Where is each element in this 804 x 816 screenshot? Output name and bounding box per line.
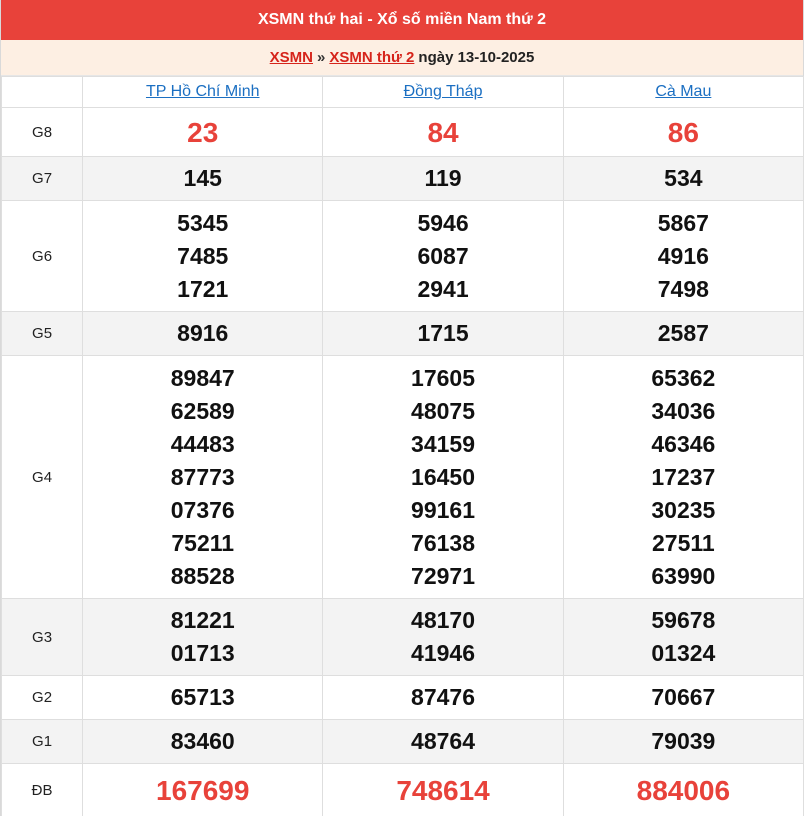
breadcrumb-separator: » bbox=[317, 49, 326, 66]
prize-number: 7485 bbox=[177, 242, 229, 269]
prize-number: 5867 bbox=[657, 209, 709, 236]
prize-number: 87773 bbox=[170, 463, 235, 490]
prize-number: 41946 bbox=[411, 640, 476, 666]
page-title: XSMN thứ hai - Xổ số miền Nam thứ 2 bbox=[1, 0, 803, 40]
prize-number: 6087 bbox=[417, 242, 469, 269]
prize-number: 46346 bbox=[651, 430, 716, 457]
prize-number: 34036 bbox=[651, 397, 716, 424]
prize-number: 84 bbox=[427, 116, 459, 148]
province-link-dong-thap[interactable]: Đồng Tháp bbox=[403, 83, 483, 100]
prize-number: 2587 bbox=[657, 320, 709, 346]
prize-row-special bbox=[2, 764, 804, 816]
prize-number: 48075 bbox=[411, 397, 476, 424]
prize-number: 5345 bbox=[177, 209, 229, 236]
prize-number: 119 bbox=[424, 165, 462, 191]
prize-row-g4 bbox=[2, 356, 804, 599]
prize-number: 72971 bbox=[411, 562, 476, 589]
prize-label: G2 bbox=[2, 676, 83, 720]
prize-number: 4916 bbox=[657, 242, 709, 269]
prize-number: 79039 bbox=[651, 728, 716, 754]
prize-number: 34159 bbox=[411, 430, 476, 457]
province-link-ca-mau[interactable]: Cà Mau bbox=[655, 83, 712, 100]
prize-number: 89847 bbox=[170, 364, 235, 391]
prize-number: 01713 bbox=[170, 640, 235, 666]
prize-number: 8916 bbox=[177, 320, 229, 346]
prize-number: 75211 bbox=[171, 529, 235, 556]
prize-number: 1715 bbox=[417, 320, 469, 346]
breadcrumb bbox=[1, 40, 803, 76]
prize-row-g5 bbox=[2, 312, 804, 356]
prize-row-g8 bbox=[2, 108, 804, 157]
special-prize-number: 167699 bbox=[156, 774, 250, 806]
prize-label: G7 bbox=[2, 157, 83, 201]
special-prize-number: 748614 bbox=[396, 774, 490, 806]
prize-label: G3 bbox=[2, 599, 83, 676]
prize-number: 81221 bbox=[170, 607, 235, 633]
prize-label: G4 bbox=[2, 356, 83, 599]
prize-label: G6 bbox=[2, 201, 83, 312]
prize-number: 1721 bbox=[177, 275, 229, 302]
prize-number: 44483 bbox=[170, 430, 235, 457]
prize-number: 30235 bbox=[651, 496, 716, 523]
prize-number: 23 bbox=[187, 116, 219, 148]
prize-label: G5 bbox=[2, 312, 83, 356]
prize-number: 2941 bbox=[417, 275, 469, 302]
prize-number: 65713 bbox=[170, 684, 235, 710]
prize-number: 17605 bbox=[411, 364, 476, 391]
prize-label: G8 bbox=[2, 108, 83, 157]
prize-number: 87476 bbox=[411, 684, 476, 710]
prize-number: 48170 bbox=[411, 607, 476, 633]
prize-number: 01324 bbox=[651, 640, 716, 666]
prize-label: ĐB bbox=[2, 764, 83, 816]
prize-number: 5946 bbox=[417, 209, 469, 236]
prize-number: 16450 bbox=[411, 463, 476, 490]
prize-row-g3 bbox=[2, 599, 804, 676]
prize-number: 99161 bbox=[411, 496, 476, 523]
prize-number: 7498 bbox=[657, 275, 709, 302]
breadcrumb-link-xsmn[interactable]: XSMN bbox=[269, 49, 314, 66]
prize-number: 62589 bbox=[170, 397, 235, 424]
province-link-hcm[interactable]: TP Hồ Chí Minh bbox=[145, 83, 260, 100]
breadcrumb-link-xsmn-thu-2[interactable]: XSMN thứ 2 bbox=[329, 49, 415, 66]
prize-number: 145 bbox=[183, 165, 222, 191]
prize-number: 70667 bbox=[651, 684, 716, 710]
prize-label: G1 bbox=[2, 720, 83, 764]
prize-row-g1 bbox=[2, 720, 804, 764]
breadcrumb-date: ngày 13-10-2025 bbox=[418, 49, 535, 66]
prize-number: 65362 bbox=[651, 364, 716, 391]
prize-number: 48764 bbox=[411, 728, 476, 754]
prize-row-g7 bbox=[2, 157, 804, 201]
prize-number: 27511 bbox=[651, 529, 715, 556]
prize-row-g6 bbox=[2, 201, 804, 312]
prize-number: 534 bbox=[664, 165, 703, 191]
prize-row-g2 bbox=[2, 676, 804, 720]
prize-number: 88528 bbox=[170, 562, 235, 589]
corner-cell bbox=[2, 77, 83, 108]
results-table bbox=[1, 76, 804, 816]
province-header-row bbox=[2, 77, 804, 108]
prize-number: 17237 bbox=[651, 463, 716, 490]
prize-number: 76138 bbox=[411, 529, 476, 556]
prize-number: 59678 bbox=[651, 607, 716, 633]
prize-number: 07376 bbox=[170, 496, 235, 523]
special-prize-number: 884006 bbox=[636, 774, 731, 806]
prize-number: 86 bbox=[667, 116, 699, 148]
prize-number: 83460 bbox=[170, 728, 235, 754]
prize-number: 63990 bbox=[651, 562, 716, 589]
